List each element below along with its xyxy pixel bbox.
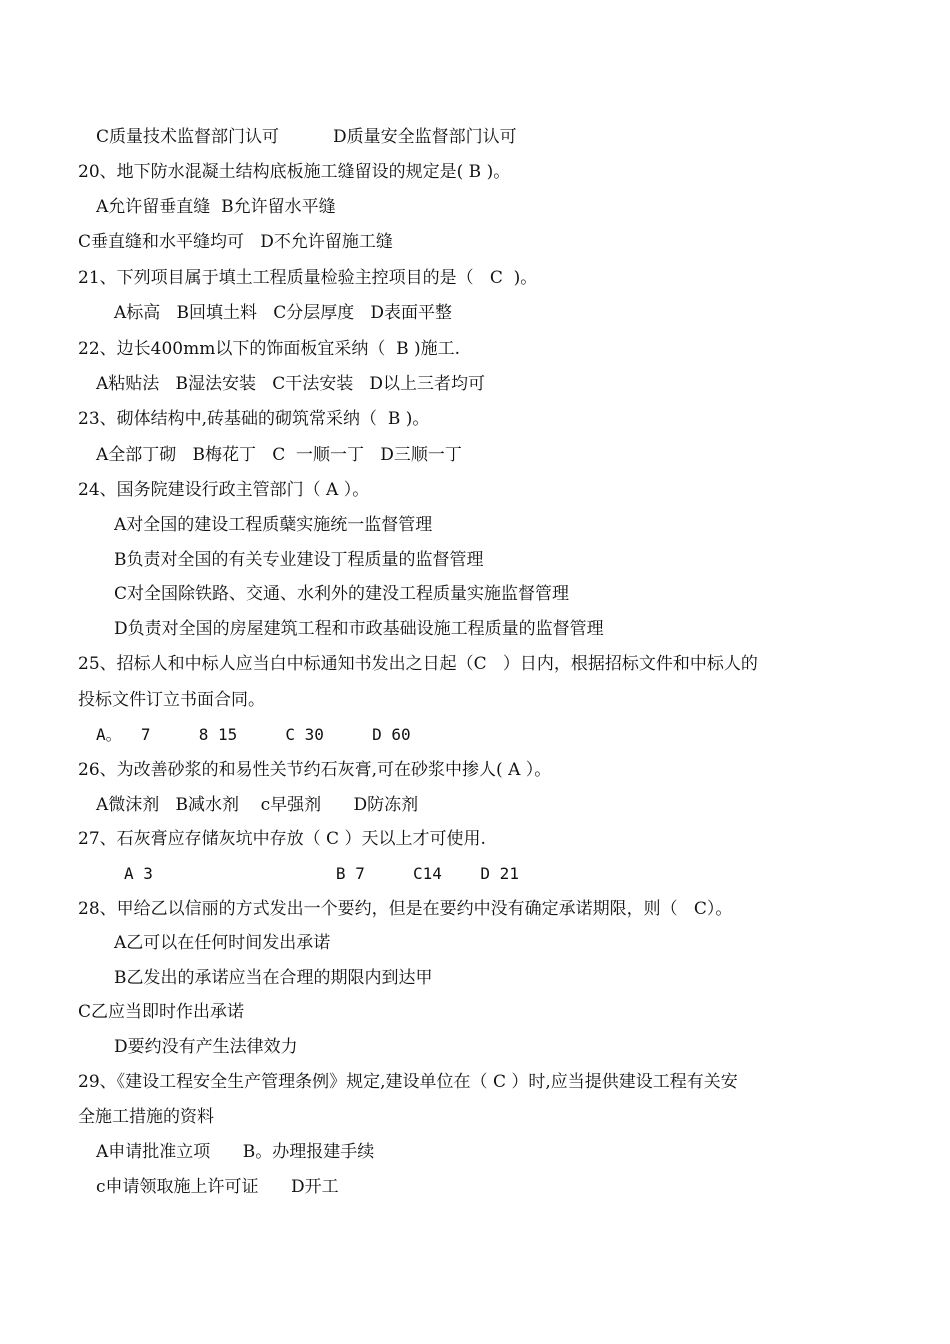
option-24d: D负责对全国的房屋建筑工程和市政基础设施工程质量的监督管理 <box>114 619 604 639</box>
question-20: 20、地下防水混凝土结构底板施工缝留设的规定是( B )。 <box>78 162 511 182</box>
question-28: 28、甲给乙以信丽的方式发出一个要约，但是在要约中没有确定承诺期限，则（ C）。 <box>78 899 733 919</box>
question-26: 26、为改善砂浆的和易性关节约石灰膏,可在砂浆中掺人( A ）。 <box>78 760 552 780</box>
options-20a: A允许留垂直缝 B允许留水平缝 <box>96 197 336 217</box>
question-24: 24、国务院建设行政主管部门（ A ）。 <box>78 480 370 500</box>
question-22: 22、边长400mm以下的饰面板宜采纳（ B )施工. <box>78 339 461 359</box>
option-24b: B负责对全国的有关专业建设丁程质量的监督管理 <box>114 550 484 570</box>
option-28c: C乙应当即时作出承诺 <box>78 1002 245 1022</box>
options-23: A全部丁砌 B梅花丁 C 一顺一丁 D三顺一丁 <box>96 445 462 465</box>
options-26: A微沫剂 B减水剂 c早强剂 D防冻剂 <box>96 795 419 815</box>
option-28a: A乙可以在任何时间发出承诺 <box>114 933 331 953</box>
option-24a: A对全国的建设工程质蘖实施统一监督管理 <box>114 515 433 535</box>
options-27: A 3 B 7 C14 D 21 <box>124 864 519 883</box>
option-28d: D要约没有产生法律效力 <box>114 1037 298 1057</box>
options-29b: c申请领取施上许可证 D开工 <box>96 1177 339 1197</box>
options-21: A标高 B回填土料 C分层厚度 D表面平整 <box>114 303 453 323</box>
option-24c: C对全国除铁路、交通、水利外的建没工程质量实施监督管理 <box>114 584 570 604</box>
options-22: A粘贴法 B湿法安装 C干法安装 D以上三者均可 <box>96 374 486 394</box>
question-23: 23、砌体结构中,砖基础的砌筑常采纳（ B )。 <box>78 409 430 429</box>
question-29-cont: 全施工措施的资料 <box>78 1107 214 1127</box>
text-line: C质量技术监督部门认可 D质量安全监督部门认可 <box>96 127 517 147</box>
options-29a: A申请批准立项 B。办理报建手续 <box>96 1142 375 1162</box>
options-25: A。 7 8 15 C 30 D 60 <box>96 725 411 744</box>
options-20b: C垂直缝和水平缝均可 D不允许留施工缝 <box>78 232 393 252</box>
question-29: 29、《建设工程安全生产管理条例》规定,建设单位在（ C ）时,应当提供建设工程有关安 <box>78 1072 738 1092</box>
question-21: 21、下列项目属于填土工程质量检验主控项目的是（ C )。 <box>78 268 538 288</box>
question-25-cont: 投标文件订立书面合同。 <box>78 690 265 710</box>
question-27: 27、石灰膏应存储灰坑中存放（ C ）天以上才可使用. <box>78 829 486 849</box>
question-25: 25、招标人和中标人应当白中标通知书发出之日起（C ）日内，根据招标文件和中标人的 <box>78 654 758 674</box>
option-28b: B乙发出的承诺应当在合理的期限内到达甲 <box>114 968 433 988</box>
